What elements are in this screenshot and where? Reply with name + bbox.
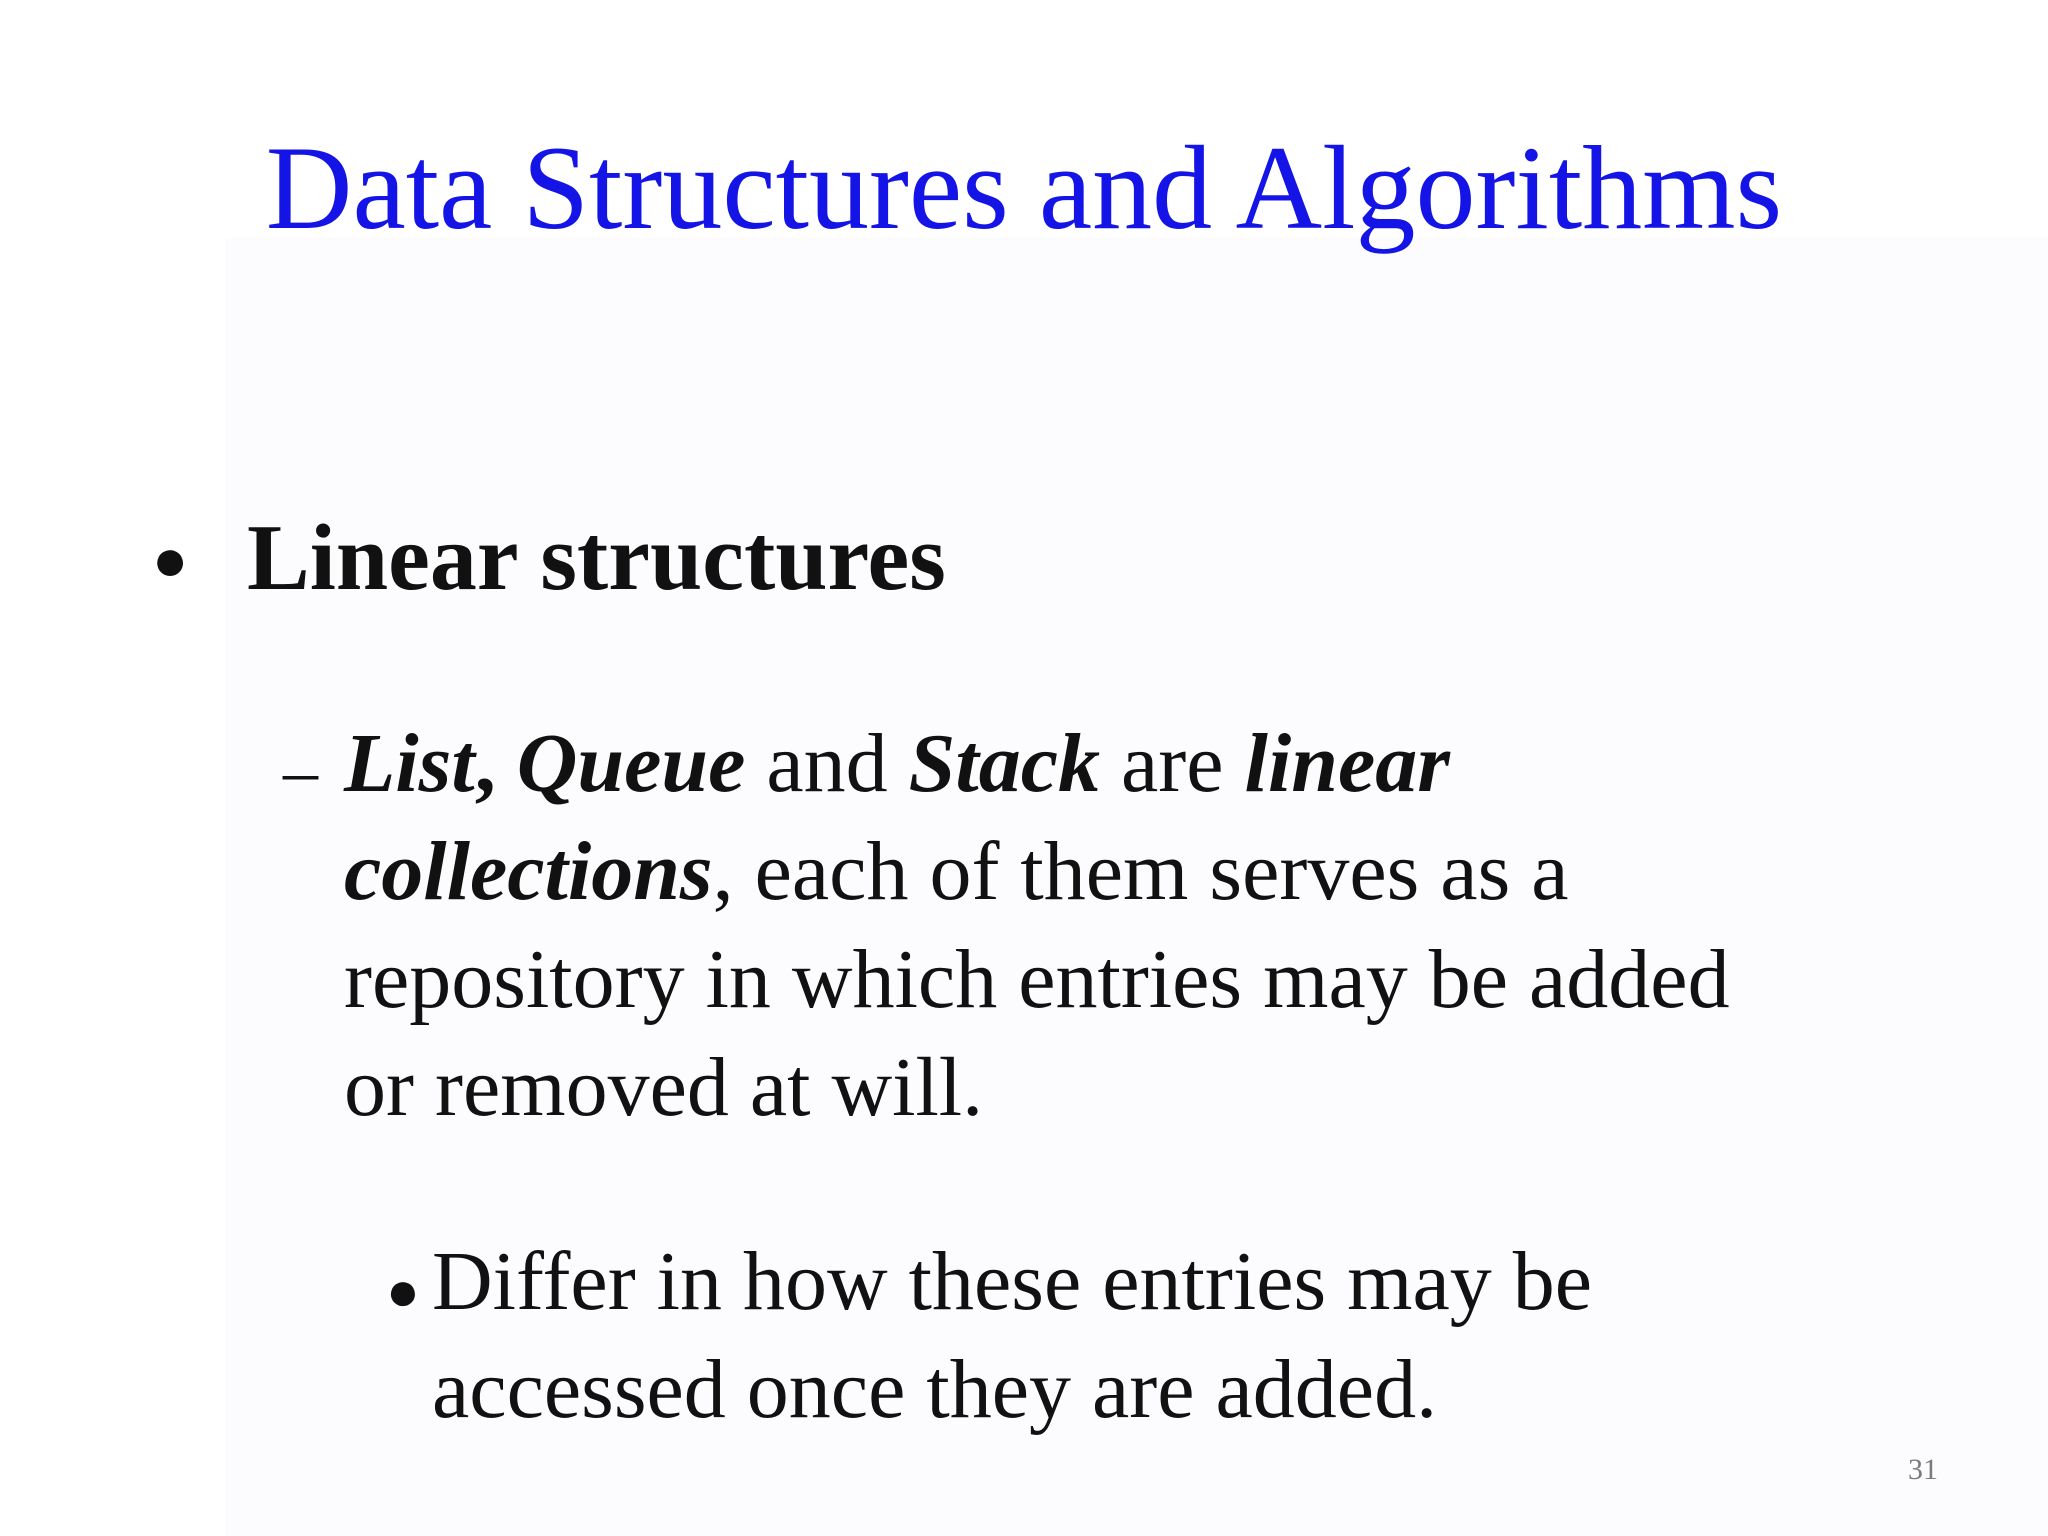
subsubbullet-line-1: Differ in how these entries may be [432, 1235, 1593, 1328]
term-queue: Queue [495, 717, 746, 810]
subsubbullet-differ [432, 1228, 1882, 1444]
comma: , [474, 717, 496, 810]
text-are: are [1100, 717, 1245, 810]
bullet-level1: ● [152, 527, 189, 593]
subbullet-linear-collections [344, 710, 1884, 1142]
bullet-linear-structures: Linear structures [247, 506, 946, 610]
term-linear: linear [1244, 717, 1450, 810]
term-list: List [344, 717, 475, 810]
subsubbullet-line-2: accessed once they are added. [432, 1343, 1438, 1436]
bullet-level3: ● [386, 1261, 420, 1323]
subbullet-line-3: repository in which entries may be added [344, 933, 1730, 1026]
subbullet-line-1 [344, 710, 1884, 818]
page-number: 31 [1908, 1453, 1938, 1486]
subbullet-line-4: or removed at will. [344, 1041, 984, 1134]
subbullet-line-2 [344, 818, 1884, 926]
term-stack: Stack [908, 717, 1100, 810]
text-and: and [745, 717, 909, 810]
term-collections: collections [344, 825, 713, 918]
text-serves-as: , each of them serves as a [712, 825, 1569, 918]
slide-title: Data Structures and Algorithms [265, 121, 1783, 254]
dash-level2: – [283, 733, 318, 810]
